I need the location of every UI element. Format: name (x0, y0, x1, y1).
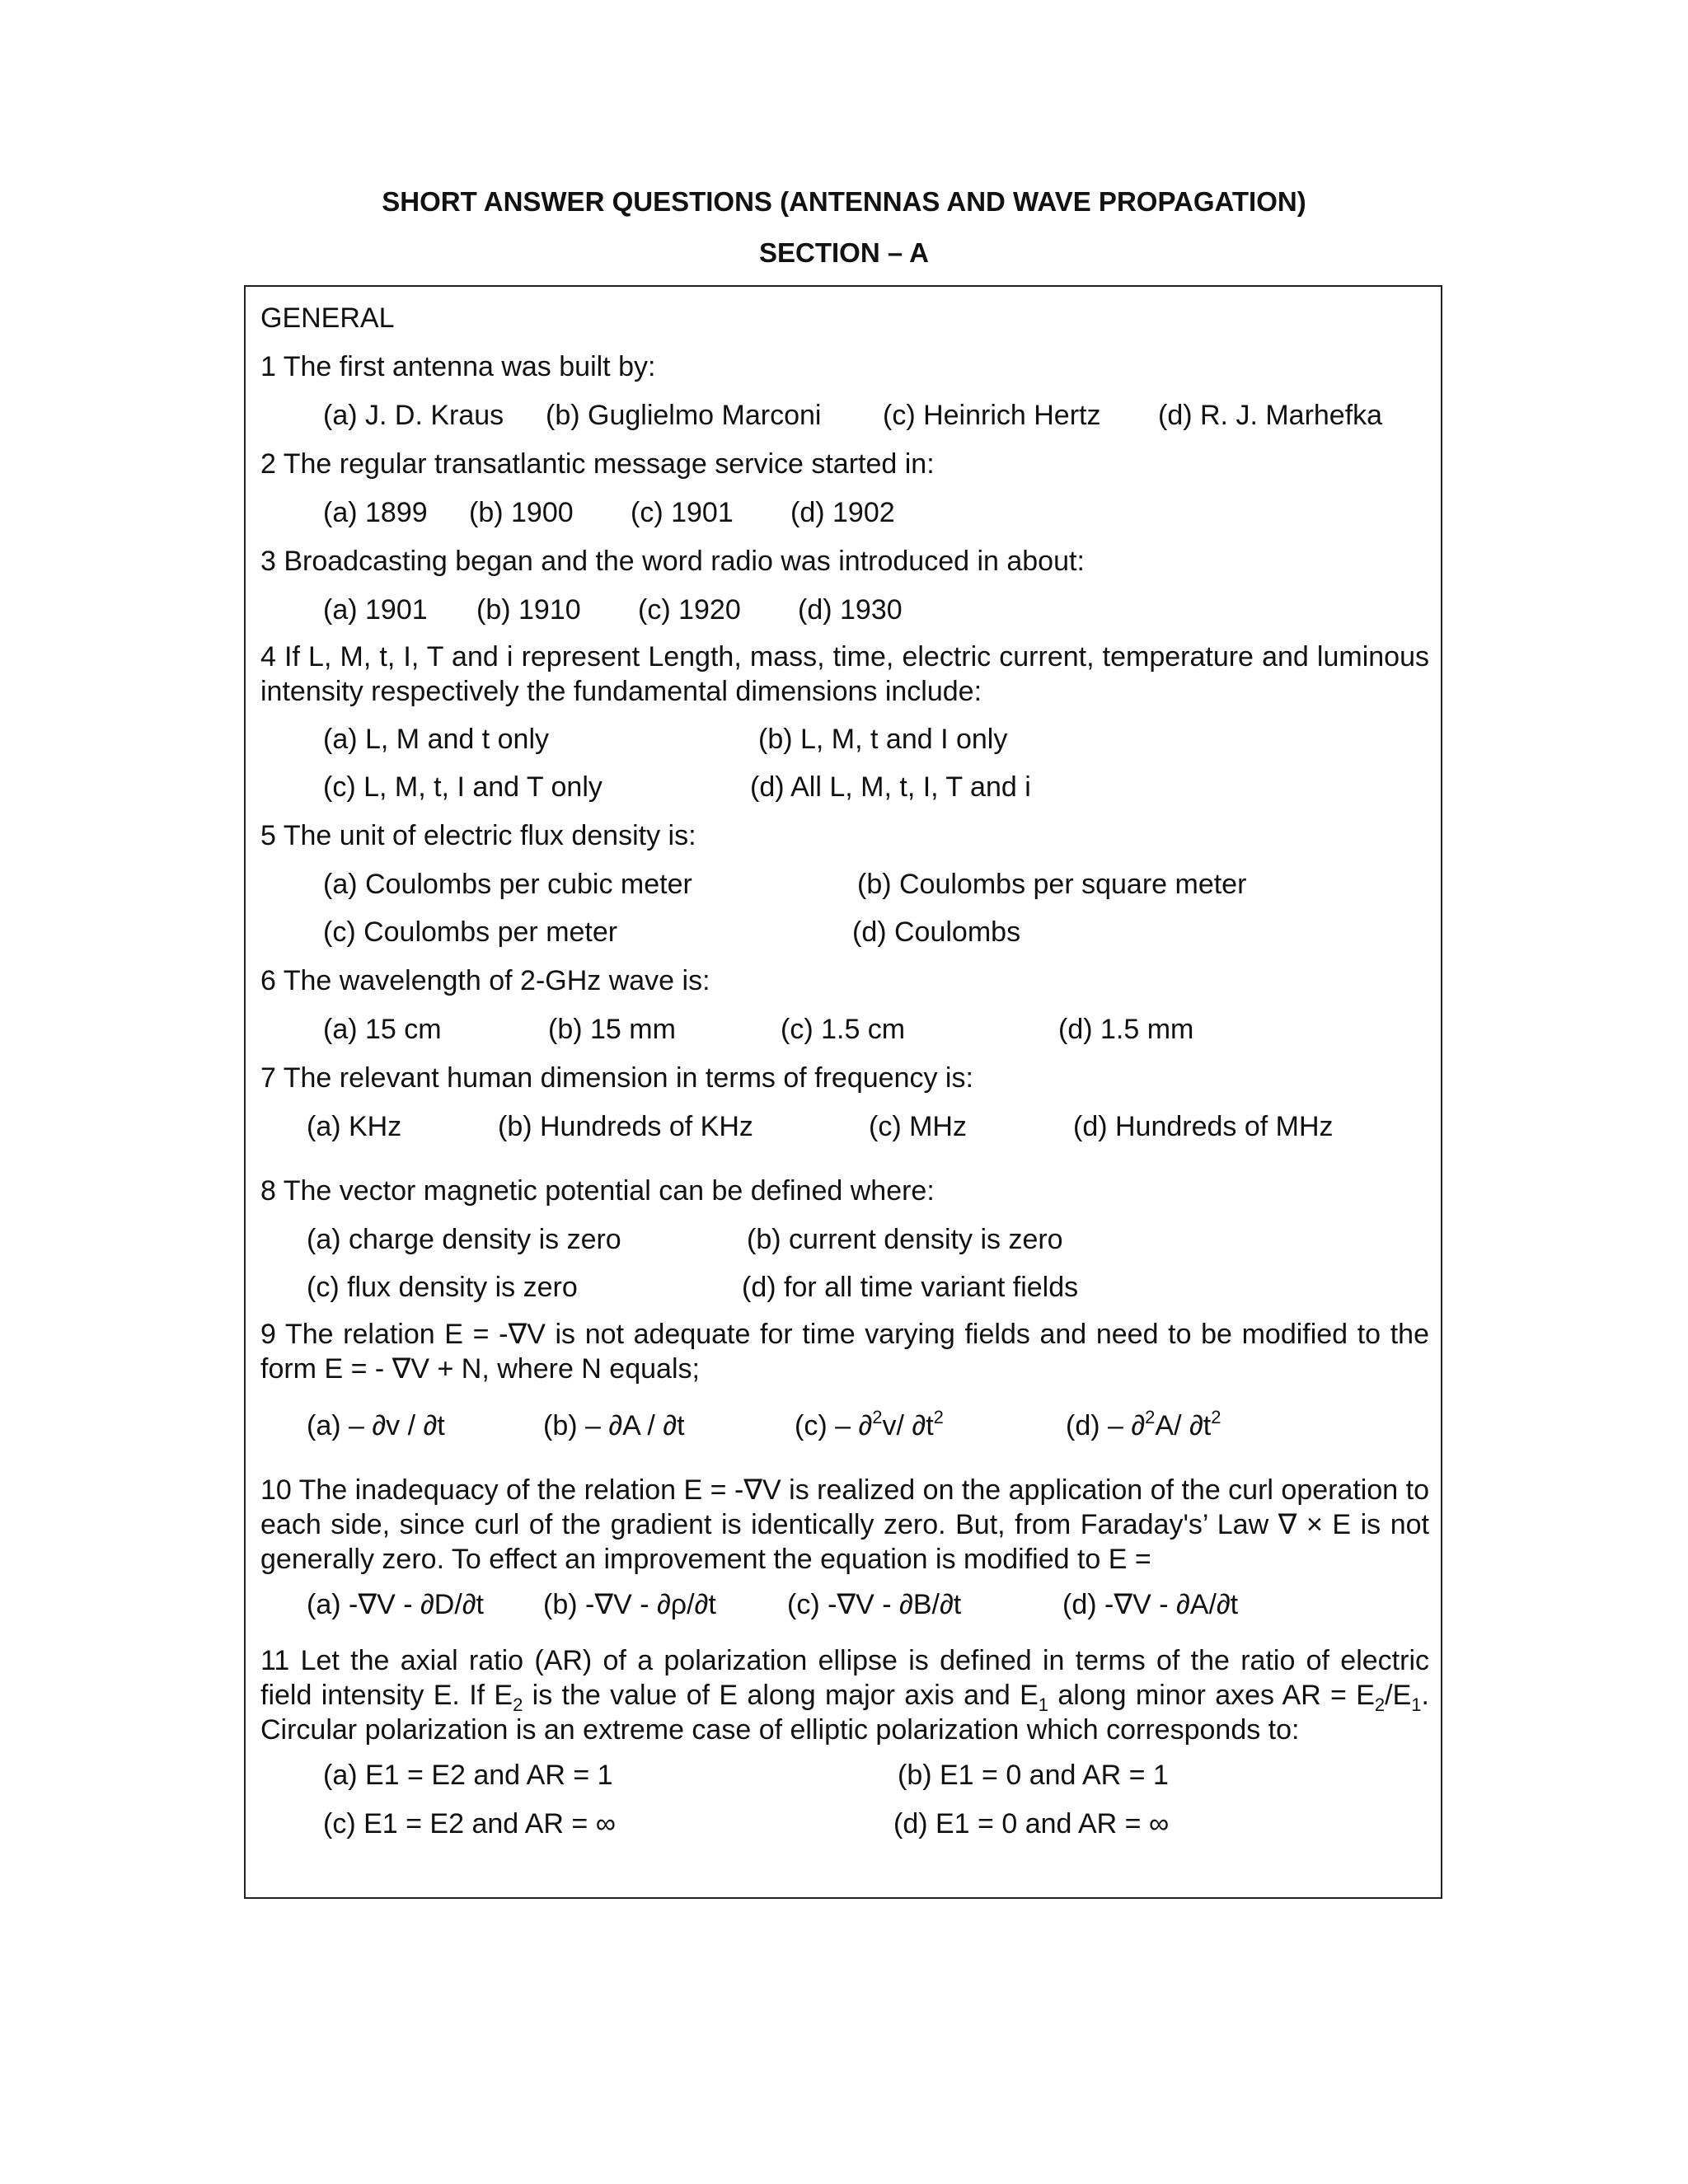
question-4: 4 If L, M, t, I, T and i represent Length, mass, time, electric current, temperature and luminous intensity respectively the fundamental dimensions include: (260, 641, 1429, 707)
question-7: 7 The relevant human dimension in terms of frequency is: (260, 1062, 973, 1094)
q3-option-b: (b) 1910 (476, 594, 581, 626)
q8-option-c: (c) flux density is zero (307, 1272, 578, 1303)
q8-option-d: (d) for all time variant fields (742, 1272, 1079, 1303)
q1-option-d: (d) R. J. Marhefka (1158, 400, 1383, 431)
question-3: 3 Broadcasting began and the word radio was introduced in about: (260, 546, 1085, 577)
q2-option-c: (c) 1901 (631, 497, 734, 528)
question-11: 11 Let the axial ratio (AR) of a polarization ellipse is defined in terms of the ratio of electric field intensity E. If $E_2$ is the value of E along major axis and $E_1$ along minor axes AR = $E_2/E_1$. Circular polarization is an extreme case of elliptic polarization which corresponds to: (260, 1645, 1429, 1746)
q6-option-a: (a) 15 cm (323, 1014, 442, 1045)
q5-option-d: (d) Coulombs (852, 916, 1021, 948)
q2-option-a: (a) 1899 (323, 497, 428, 528)
q4-option-b: (b) L, M, t and I only (758, 724, 1008, 755)
q5-option-b: (b) Coulombs per square meter (857, 869, 1247, 900)
q5-option-a: (a) Coulombs per cubic meter (323, 869, 692, 900)
q10-option-a: (a) -∇V - ∂D/∂t (307, 1589, 485, 1620)
general-heading: GENERAL (260, 302, 395, 334)
question-8: 8 The vector magnetic potential can be defined where: (260, 1175, 935, 1207)
question-6: 6 The wavelength of 2-GHz wave is: (260, 965, 710, 996)
q2-option-d: (d) 1902 (790, 497, 895, 528)
q4-option-c: (c) L, M, t, I and T only (323, 771, 603, 803)
q11-option-d: (d) E1 = 0 and AR = ∞ (893, 1808, 1170, 1840)
q10-option-b: (b) -∇V - ∂ρ/∂t (543, 1589, 716, 1620)
q10-option-c: (c) -∇V - ∂B/∂t (787, 1589, 962, 1620)
q7-option-a: (a) KHz (307, 1111, 402, 1142)
q1-option-b: (b) Guglielmo Marconi (546, 400, 822, 431)
q3-option-a: (a) 1901 (323, 594, 428, 626)
q6-option-c: (c) 1.5 cm (781, 1014, 906, 1045)
page-title: SHORT ANSWER QUESTIONS (ANTENNAS AND WAVE PROPAGATION) (382, 186, 1306, 217)
q8-option-a: (a) charge density is zero (307, 1224, 621, 1255)
question-2: 2 The regular transatlantic message service started in: (260, 448, 935, 480)
q11-option-a: (a) E1 = E2 and AR = 1 (323, 1760, 613, 1791)
q4-option-a: (a) L, M and t only (323, 724, 550, 755)
section-title: SECTION – A (759, 237, 929, 268)
q10-option-d: (d) -∇V - ∂A/∂t (1062, 1589, 1239, 1620)
q6-option-b: (b) 15 mm (548, 1014, 676, 1045)
question-1: 1 The first antenna was built by: (260, 351, 656, 382)
q9-option-c: (c) – ∂$^2$v/ $\partial t^2$ (795, 1407, 944, 1441)
q5-option-c: (c) Coulombs per meter (323, 916, 618, 948)
q2-option-b: (b) 1900 (469, 497, 574, 528)
q6-option-d: (d) 1.5 mm (1058, 1014, 1194, 1045)
q1-option-a: (a) J. D. Kraus (323, 400, 504, 431)
q9-option-d: (d) – ∂$^2$A/ $\partial t^2$ (1066, 1407, 1221, 1441)
q9-option-a: (a) – ∂v / ∂t (307, 1410, 445, 1441)
question-10: 10 The inadequacy of the relation E = -∇V is realized on the application of the curl operation to each side, since curl of the gradient is identically zero. But, from Faraday's’ Law ∇ × E is not generally zero. To effect an improvement the equation is modified to E = (260, 1474, 1429, 1575)
q11-option-c: (c) E1 = E2 and AR = ∞ (323, 1808, 616, 1840)
question-9: 9 The relation E = -∇V is not adequate for time varying fields and need to be modified to the form E = - ∇V + N, where N equals; (260, 1319, 1429, 1385)
q11-option-b: (b) E1 = 0 and AR = 1 (898, 1760, 1169, 1791)
question-5: 5 The unit of electric flux density is: (260, 820, 696, 851)
q4-option-d: (d) All L, M, t, I, T and i (750, 771, 1031, 803)
q9-option-b: (b) – ∂A / ∂t (543, 1410, 685, 1441)
q3-option-c: (c) 1920 (638, 594, 741, 626)
q8-option-b: (b) current density is zero (747, 1224, 1063, 1255)
q7-option-b: (b) Hundreds of KHz (498, 1111, 753, 1142)
q1-option-c: (c) Heinrich Hertz (883, 400, 1101, 431)
q7-option-c: (c) MHz (869, 1111, 967, 1142)
q7-option-d: (d) Hundreds of MHz (1073, 1111, 1334, 1142)
q3-option-d: (d) 1930 (798, 594, 903, 626)
